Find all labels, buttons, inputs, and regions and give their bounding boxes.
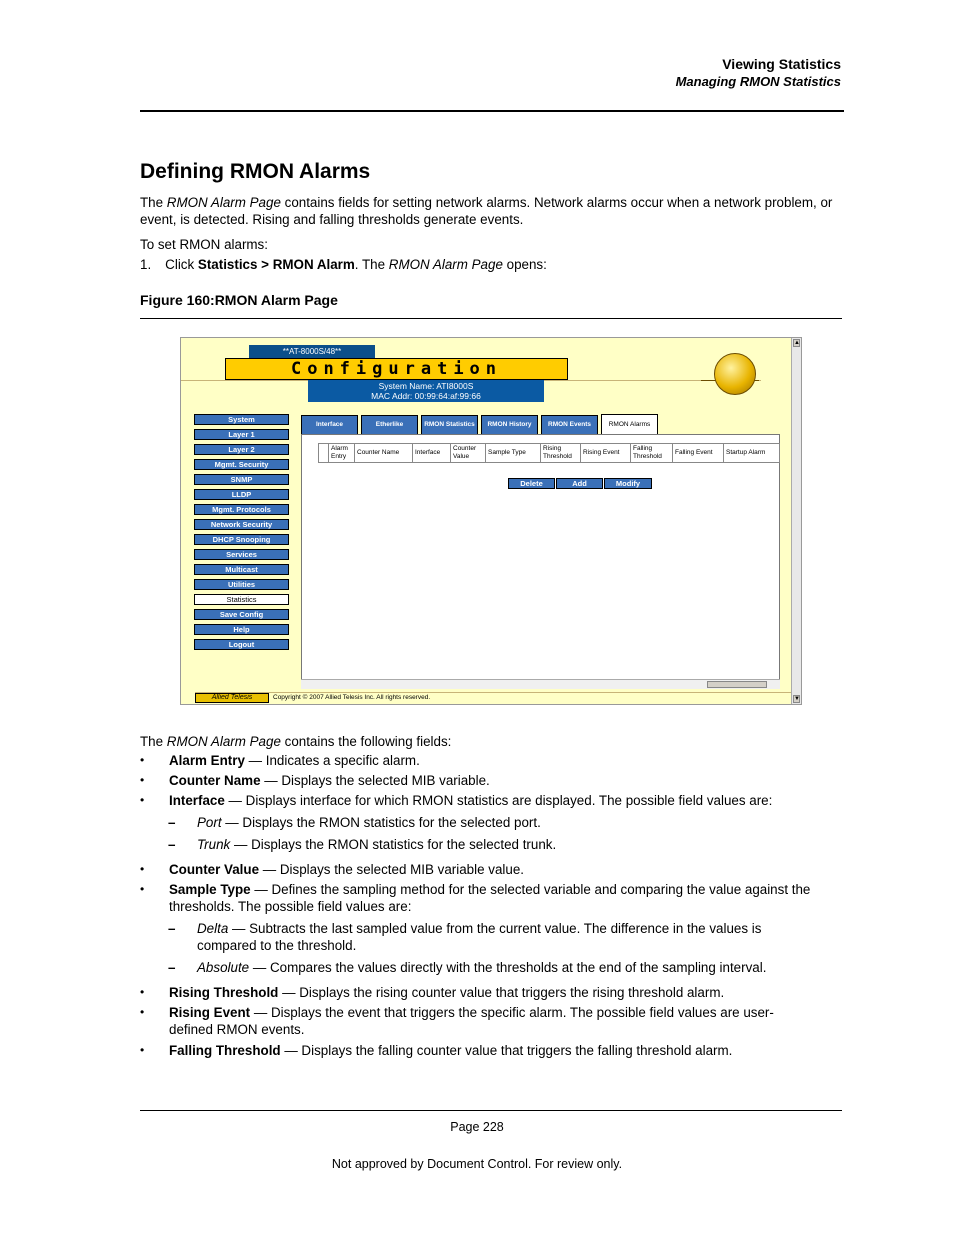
step-1: 1. Click Statistics > RMON Alarm. The RMON Alarm Page opens: [140, 257, 547, 272]
horizontal-scrollbar[interactable] [301, 679, 780, 689]
tab-etherlike[interactable]: Etherlike [361, 415, 418, 434]
menu-services[interactable]: Services [194, 549, 289, 560]
menu-help[interactable]: Help [194, 624, 289, 635]
tab-rmon-events[interactable]: RMON Events [541, 415, 598, 434]
scroll-up-icon[interactable]: ▲ [794, 340, 800, 346]
col-counter-value: Counter Value [450, 444, 485, 462]
col-rising-threshold: Rising Threshold [540, 444, 580, 462]
menu-layer-2[interactable]: Layer 2 [194, 444, 289, 455]
col-counter-name: Counter Name [354, 444, 412, 462]
scroll-down-icon[interactable]: ▼ [794, 696, 800, 702]
configuration-banner: Configuration [225, 358, 568, 380]
menu-system[interactable]: System [194, 414, 289, 425]
col-falling-threshold: Falling Threshold [630, 444, 672, 462]
col-interface: Interface [412, 444, 450, 462]
menu-dhcp-snooping[interactable]: DHCP Snooping [194, 534, 289, 545]
col-select [319, 444, 328, 462]
figure-caption: Figure 160:RMON Alarm Page [140, 292, 338, 308]
tab-interface[interactable]: Interface [301, 415, 358, 434]
system-info [308, 380, 544, 402]
alarm-table-header [318, 443, 780, 463]
menu-mgmt-protocols[interactable]: Mgmt. Protocols [194, 504, 289, 515]
col-falling-event: Falling Event [672, 444, 723, 462]
col-startup-alarm: Startup Alarm [723, 444, 779, 462]
horizontal-scroll-thumb[interactable] [707, 681, 767, 688]
system-name: System Name: ATI8000S [378, 381, 474, 391]
review-notice: Not approved by Document Control. For review only. [331, 1157, 623, 1171]
add-button[interactable]: Add [556, 478, 603, 489]
menu-utilities[interactable]: Utilities [194, 579, 289, 590]
tab-rmon-history[interactable]: RMON History [481, 415, 538, 434]
figure-rule [140, 318, 842, 319]
menu-save-config[interactable]: Save Config [194, 609, 289, 620]
content-panel [301, 434, 780, 689]
intro-paragraph: The RMON Alarm Page contains fields for setting network alarms. Network alarms occur when a network problem, or event, is detected. Rising and falling thresholds generate events. [140, 195, 833, 227]
menu-layer-1[interactable]: Layer 1 [194, 429, 289, 440]
tab-rmon-alarms[interactable]: RMON Alarms [601, 414, 658, 435]
fields-intro: The RMON Alarm Page contains the following fields: [140, 734, 452, 749]
tab-rmon-statistics[interactable]: RMON Statistics [421, 415, 478, 434]
header-rule [140, 110, 844, 112]
footer-rule [140, 1110, 842, 1111]
vertical-scrollbar[interactable] [791, 338, 801, 704]
device-label: **AT-8000S/48** [249, 345, 375, 359]
rmon-alarm-screenshot [180, 337, 802, 705]
mac-address: MAC Addr: 00:99:64:af:99:66 [371, 391, 481, 401]
col-rising-event: Rising Event [580, 444, 630, 462]
menu-network-security[interactable]: Network Security [194, 519, 289, 530]
running-header-section: Viewing Statistics [722, 56, 841, 72]
globe-logo-icon [714, 353, 756, 395]
menu-statistics[interactable]: Statistics [194, 594, 289, 605]
menu-snmp[interactable]: SNMP [194, 474, 289, 485]
running-header-subsection: Managing RMON Statistics [675, 74, 841, 89]
menu-mgmt-security[interactable]: Mgmt. Security [194, 459, 289, 470]
col-alarm-entry: Alarm Entry [328, 444, 354, 462]
allied-telesis-logo: Allied Telesis [195, 693, 269, 703]
menu-lldp[interactable]: LLDP [194, 489, 289, 500]
page-number: Page 228 [450, 1120, 504, 1134]
copyright-text: Copyright © 2007 Allied Telesis Inc. All rights reserved. [273, 694, 431, 701]
menu-logout[interactable]: Logout [194, 639, 289, 650]
modify-button[interactable]: Modify [604, 478, 652, 489]
page-title: Defining RMON Alarms [140, 160, 371, 183]
col-sample-type: Sample Type [485, 444, 540, 462]
delete-button[interactable]: Delete [508, 478, 555, 489]
menu-multicast[interactable]: Multicast [194, 564, 289, 575]
steps-intro: To set RMON alarms: [140, 237, 268, 252]
